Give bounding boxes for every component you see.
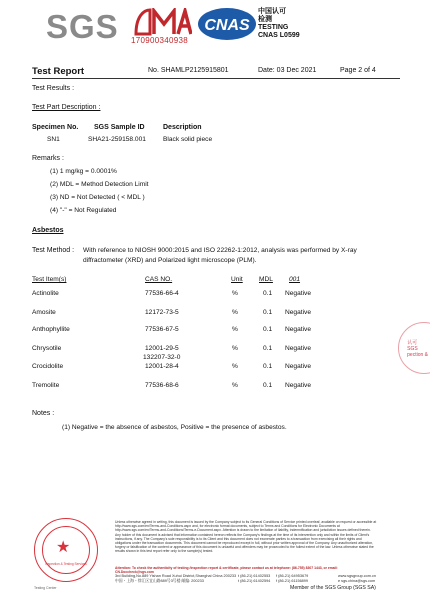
specimen-header-no: Specimen No. bbox=[32, 124, 79, 131]
specimen-no: SN1 bbox=[47, 136, 60, 143]
test-method-label: Test Method : bbox=[32, 247, 75, 254]
cma-logo bbox=[134, 8, 192, 36]
cma-number: 170900340938 bbox=[131, 36, 188, 45]
footer-tel-1: t (86-21) 61402553 bbox=[238, 574, 271, 578]
footer-address-en: 3rd Building,No.889 Yishan Road Xuhui District,Shanghai China 200233 bbox=[115, 574, 237, 578]
row-unit: % bbox=[232, 345, 238, 352]
row-mdl: 0.1 bbox=[263, 382, 273, 389]
row-cas: 77536-67-5 bbox=[145, 326, 179, 333]
specimen-header-desc: Description bbox=[163, 124, 202, 131]
report-date: Date: 03 Dec 2021 bbox=[258, 67, 317, 74]
row-mdl: 0.1 bbox=[263, 363, 273, 370]
row-item: Tremolite bbox=[32, 382, 60, 389]
row-cas: 12001-29-5 bbox=[145, 345, 179, 352]
row-mdl: 0.1 bbox=[263, 326, 273, 333]
notes-text: (1) Negative = the absence of asbestos, Positive = the presence of asbestos. bbox=[62, 424, 287, 431]
row-item: Chrysotile bbox=[32, 345, 62, 352]
row-cas: 12001-28-4 bbox=[145, 363, 179, 370]
row-item: Amosite bbox=[32, 309, 56, 316]
remarks-label: Remarks : bbox=[32, 155, 64, 162]
footer-website-link[interactable]: www.sgsgroup.com.cn bbox=[338, 574, 376, 578]
remark-item: (2) MDL = Method Detection Limit bbox=[50, 181, 149, 188]
report-title: Test Report bbox=[32, 66, 85, 77]
row-result: Negative bbox=[285, 382, 312, 389]
footer-tel-4: f (86-21) 61156899 bbox=[276, 579, 309, 583]
side-stamp-text bbox=[407, 340, 428, 358]
col-sample-001: 001 bbox=[289, 276, 301, 283]
test-method-text: With reference to NIOSH 9000:2015 and ISO 22262-1:2012, analysis was performed by X-ray bbox=[83, 247, 357, 254]
row-item: Anthophyllite bbox=[32, 326, 70, 333]
sgs-logo: SGS bbox=[46, 8, 119, 45]
test-results-label: Test Results : bbox=[32, 85, 75, 92]
specimen-description: Black solid piece bbox=[163, 136, 213, 143]
cnas-line: 中国认可 bbox=[258, 8, 286, 15]
row-cas-secondary: 132207-32-0 bbox=[143, 354, 181, 361]
report-number: No. SHAMLP2125915801 bbox=[148, 67, 229, 74]
seal-star-icon: ★ bbox=[56, 539, 71, 556]
footer-disclaimer: Unless otherwise agreed in writing, this document is issued by the Company subject to its General Conditions of Service printed overleaf, available on request or accessible at http://www.sgs.com/en/Terms-and-Conditions.aspx and, for electronic format documents, subject to Terms and Conditions for Electronic Documents at http://www.sgs.com/en/Terms-and-Conditions/Terms-e-Document.aspx. Attention is drawn to the limitation of liability, indemnification and jurisdiction issues defined therein. Any holder of this document is advised that information contained hereon reflects the Company's findings at the time of its intervention only and within the limits of Client's instructions, if any. The Company's sole responsibility is to its Client and this document does not exonerate parties to a transaction from exercising all their rights and obligations under the transaction documents. This document cannot be reproduced except in full, without prior written approval of the Company. Any unauthorized alteration, forgery or falsification of the content or appearance of this document is unlawful and offenders may be prosecuted to the fullest extent of the law. Unless otherwise stated the results shown in this test report refer only to the sample(s) tested. bbox=[115, 520, 377, 554]
specimen-header-id: SGS Sample ID bbox=[94, 124, 145, 131]
row-mdl: 0.1 bbox=[263, 345, 273, 352]
row-item: Actinolite bbox=[32, 290, 59, 297]
row-unit: % bbox=[232, 290, 238, 297]
asbestos-heading: Asbestos bbox=[32, 227, 64, 234]
row-result: Negative bbox=[285, 309, 312, 316]
notes-label: Notes : bbox=[32, 410, 55, 417]
side-stamp-line: SGS bbox=[407, 346, 418, 352]
seal-subtext: Testing Center bbox=[34, 586, 57, 590]
specimen-sgs-id: SHA21-259158.001 bbox=[88, 136, 146, 143]
row-cas: 12172-73-5 bbox=[145, 309, 179, 316]
remark-item: (3) ND = Not Detected ( < MDL ) bbox=[50, 194, 145, 201]
footer-email-link[interactable]: e sgs.china@sgs.com bbox=[338, 579, 376, 583]
report-page: Page 2 of 4 bbox=[340, 67, 376, 74]
row-unit: % bbox=[232, 309, 238, 316]
row-item: Crocidolite bbox=[32, 363, 64, 370]
seal-text: Inspection & Testing Services bbox=[45, 562, 87, 566]
side-stamp-line: 认可 bbox=[407, 340, 418, 346]
row-unit: % bbox=[232, 363, 238, 370]
row-result: Negative bbox=[285, 363, 312, 370]
remark-item: (1) 1 mg/kg = 0.0001% bbox=[50, 168, 117, 175]
row-mdl: 0.1 bbox=[263, 309, 273, 316]
row-cas: 77536-66-4 bbox=[145, 290, 179, 297]
remark-item: (4) "-" = Not Regulated bbox=[50, 207, 117, 214]
row-unit: % bbox=[232, 382, 238, 389]
footer-tel-2: f (86-21) 64953679 bbox=[276, 574, 309, 578]
footer-attention: Attention: To check the authenticity of testing /inspection report & certificate, please contact us at telephone: (86-755) 8307 1443, or email: CN.Doccheck@sgs.com bbox=[115, 566, 338, 575]
cnas-line: TESTING bbox=[258, 24, 289, 31]
col-unit: Unit bbox=[231, 276, 243, 283]
row-result: Negative bbox=[285, 326, 312, 333]
cnas-line: CNAS L0599 bbox=[258, 32, 300, 39]
col-cas-no: CAS NO. bbox=[145, 276, 173, 283]
row-result: Negative bbox=[285, 345, 312, 352]
row-unit: % bbox=[232, 326, 238, 333]
row-mdl: 0.1 bbox=[263, 290, 273, 297]
col-test-item: Test Item(s) bbox=[32, 276, 67, 283]
cnas-accreditation-text bbox=[258, 8, 300, 40]
side-stamp-line: pection & bbox=[407, 352, 428, 358]
cnas-logo bbox=[197, 6, 257, 42]
row-result: Negative bbox=[285, 290, 312, 297]
footer-address-cn: 中国・上海・徐汇区宜山路889号3号楼 邮编: 200233 bbox=[115, 579, 204, 583]
cnas-line: 检测 bbox=[258, 16, 272, 23]
footer-tel-3: t (86-21) 61402594 bbox=[238, 579, 271, 583]
footer-member: Member of the SGS Group (SGS SA) bbox=[290, 585, 376, 591]
test-part-label: Test Part Description : bbox=[32, 104, 101, 111]
svg-text:CNAS: CNAS bbox=[204, 17, 250, 34]
row-cas: 77536-68-6 bbox=[145, 382, 179, 389]
test-method-text-2: diffractometer (XRD) and Polarized light microscope (PLM). bbox=[83, 257, 257, 264]
header-divider bbox=[32, 78, 400, 79]
col-mdl: MDL bbox=[259, 276, 273, 283]
